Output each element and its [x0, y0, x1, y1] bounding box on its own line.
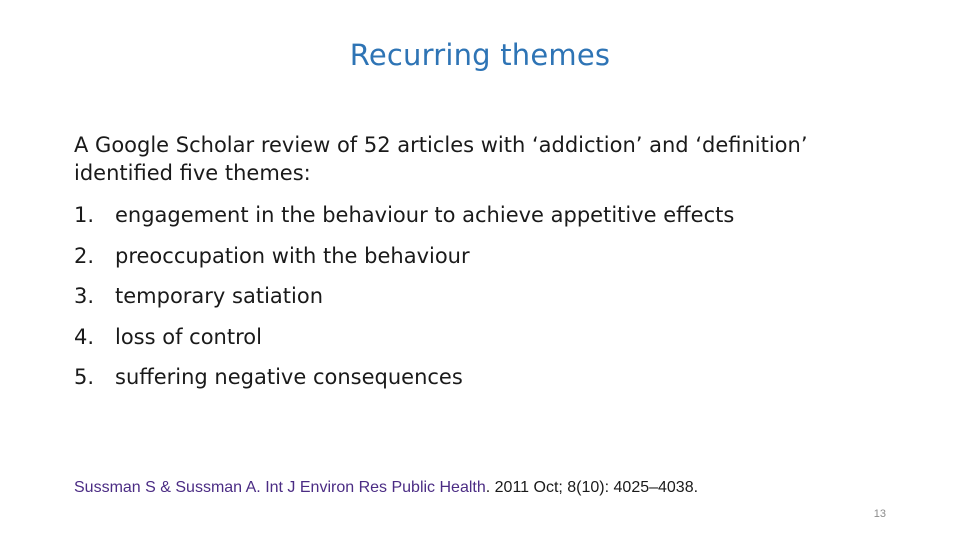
theme-number: 5.: [74, 365, 95, 389]
theme-item-2: [74, 242, 734, 283]
slide-number: 13: [873, 508, 886, 520]
theme-text: engagement in the behaviour to achieve appetitive effects: [115, 203, 735, 227]
theme-item-5: [74, 363, 734, 404]
theme-text: preoccupation with the behaviour: [115, 243, 470, 268]
theme-item-1: [74, 201, 734, 242]
slide-title: Recurring themes: [349, 38, 611, 72]
theme-number: 3.: [74, 284, 95, 308]
theme-text: suffering negative consequences: [115, 365, 463, 389]
theme-number: 4.: [74, 324, 95, 349]
citation-details: . 2011 Oct; 8(10): 4025–4038.: [485, 479, 699, 496]
theme-number: 1.: [74, 203, 95, 227]
themes-list: [74, 201, 734, 404]
theme-item-3: [74, 282, 734, 323]
citation: [74, 479, 698, 497]
theme-text: temporary satiation: [115, 284, 324, 308]
intro-text: A Google Scholar review of 52 articles with ‘addiction’ and ‘definition’ identified five themes:: [74, 133, 808, 185]
theme-number: 2.: [74, 243, 95, 268]
theme-text: loss of control: [115, 324, 262, 349]
citation-source-link[interactable]: Sussman S & Sussman A. Int J Environ Res Public Health: [74, 479, 486, 496]
theme-item-4: [74, 323, 734, 364]
